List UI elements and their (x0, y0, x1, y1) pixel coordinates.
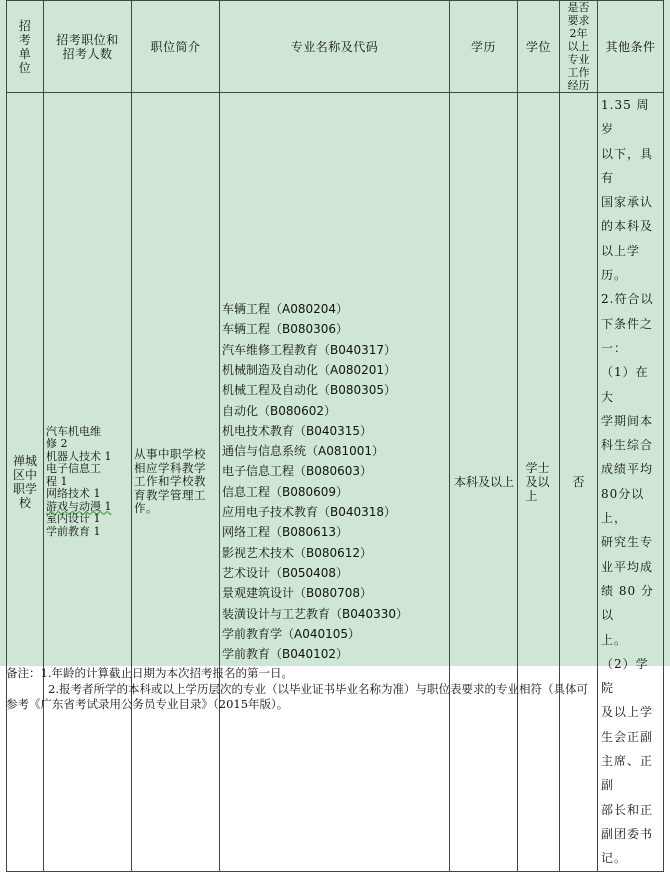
major-item: 通信与信息系统（A081001） (222, 444, 385, 459)
header-unit (7, 1, 44, 93)
cell-majors (220, 93, 450, 872)
major-item: 装潢设计与工艺教育（B040330） (222, 606, 409, 621)
other-line: 科生综合 (601, 438, 654, 453)
recruitment-table (6, 0, 664, 872)
other-line: 副团委书 (601, 826, 654, 841)
major-item: 艺术设计（B050408） (222, 565, 349, 580)
position-line: 电子信息工 (46, 462, 101, 475)
other-line: （1）在大 (601, 365, 649, 404)
header-education-text: 学历 (470, 39, 496, 54)
major-item: 车辆工程（A080204） (222, 302, 349, 317)
header-position-count (44, 1, 132, 93)
major-item: 学前教育学（A040105） (222, 626, 361, 641)
other-line: 成绩平均 (601, 462, 654, 477)
other-line: 以上学历。 (601, 243, 641, 283)
other-line: 部长和正 (601, 802, 654, 817)
cell-other (598, 93, 664, 872)
unit-text: 禅城区中职学校 (13, 453, 38, 510)
major-item: 机械工程及自动化（B080305） (222, 383, 397, 398)
header-degree-text: 学位 (525, 39, 551, 54)
cell-unit (7, 93, 44, 872)
header-experience (560, 1, 598, 93)
experience-text: 否 (572, 474, 585, 489)
other-line: 2.符合以 (601, 292, 654, 307)
header-position-intro-text: 职位简介 (150, 39, 201, 54)
other-line: 绩 80 分以 (601, 583, 654, 623)
other-line: 及以上学 (601, 705, 654, 720)
position-line: 室内设计 1 (46, 512, 101, 525)
other-line: 1.35 周岁 (601, 98, 650, 137)
notes-section (6, 666, 656, 713)
major-item: 信息工程（B080609） (222, 484, 349, 499)
note-line-3: 参考《广东省考试录用公务员专业目录》（2015年版）。 (6, 697, 289, 711)
major-item: 学前教育（B040102） (222, 647, 349, 662)
header-education (450, 1, 518, 93)
header-major-text: 专业名称及代码 (290, 39, 379, 54)
other-line: 主席、正副 (601, 754, 654, 793)
major-item: 影视艺术技术（B080612） (222, 545, 373, 560)
header-row (7, 1, 664, 93)
header-major (220, 1, 450, 93)
other-line: 下条件之 (601, 316, 654, 331)
other-line: 的本科及 (601, 219, 654, 234)
cell-intro (132, 93, 220, 872)
other-line: 研究生专 (601, 535, 654, 550)
header-other-text: 其他条件 (605, 39, 656, 54)
header-position-count-text: 招考职位和招考人数 (56, 32, 119, 61)
major-item: 景观建筑设计（B080708） (222, 586, 373, 601)
other-line: （2）学院 (601, 656, 649, 696)
major-item: 机械制造及自动化（A080201） (222, 362, 397, 377)
major-item: 机电技术教育（B040315） (222, 423, 373, 438)
degree-text: 学士及以上 (525, 460, 550, 503)
other-line: 80分以上， (601, 486, 645, 526)
major-item: 车辆工程（B080306） (222, 322, 349, 337)
major-item: 汽车维修工程教育（B040317） (222, 342, 397, 357)
other-line: 学期间本 (601, 413, 654, 428)
data-row (7, 93, 664, 872)
other-line: 记。 (601, 851, 628, 866)
major-item: 自动化（B080602） (222, 403, 337, 418)
other-line: 国家承认 (601, 195, 654, 210)
note-line-1: 备注：1.年龄的计算截止日期为本次招考报名的第一日。 (6, 666, 293, 680)
position-line: 程 1 (46, 474, 68, 488)
major-item: 应用电子技术教育（B040318） (222, 505, 397, 520)
other-line: 生会正副 (601, 729, 654, 744)
education-text: 本科及以上 (454, 474, 515, 489)
header-other (598, 1, 664, 93)
cell-experience (560, 93, 598, 872)
position-line: 网络技术 1 (46, 487, 101, 500)
position-line: 游戏与动漫 1 (46, 499, 112, 513)
position-line: 学前教育 1 (46, 524, 101, 538)
major-item: 电子信息工程（B080603） (222, 464, 373, 479)
other-line: 上。 (601, 632, 628, 647)
other-line: 一： (601, 340, 628, 355)
other-line: 业平均成 (601, 559, 654, 574)
cell-degree (518, 93, 560, 872)
header-degree (518, 1, 560, 93)
header-experience-text: 是否要求2年以上专业工作经历 (567, 1, 590, 92)
header-unit-text: 招考单位 (18, 18, 32, 75)
position-line: 机器人技术 1 (46, 449, 112, 463)
cell-positions (44, 93, 132, 872)
position-line: 修 2 (46, 437, 68, 450)
header-position-intro (132, 1, 220, 93)
position-line: 汽车机电维 (46, 424, 101, 438)
note-line-2: 2.报考者所学的本科或以上学历层次的专业（以毕业证书毕业名称为准）与职位表要求的专业相符（具体可 (48, 681, 588, 696)
major-item: 网络工程（B080613） (222, 525, 349, 540)
intro-text: 从事中职学校相应学科教学工作和学校教育教学管理工作。 (134, 447, 206, 515)
cell-education (450, 93, 518, 872)
other-line: 以下，具有 (601, 146, 654, 185)
